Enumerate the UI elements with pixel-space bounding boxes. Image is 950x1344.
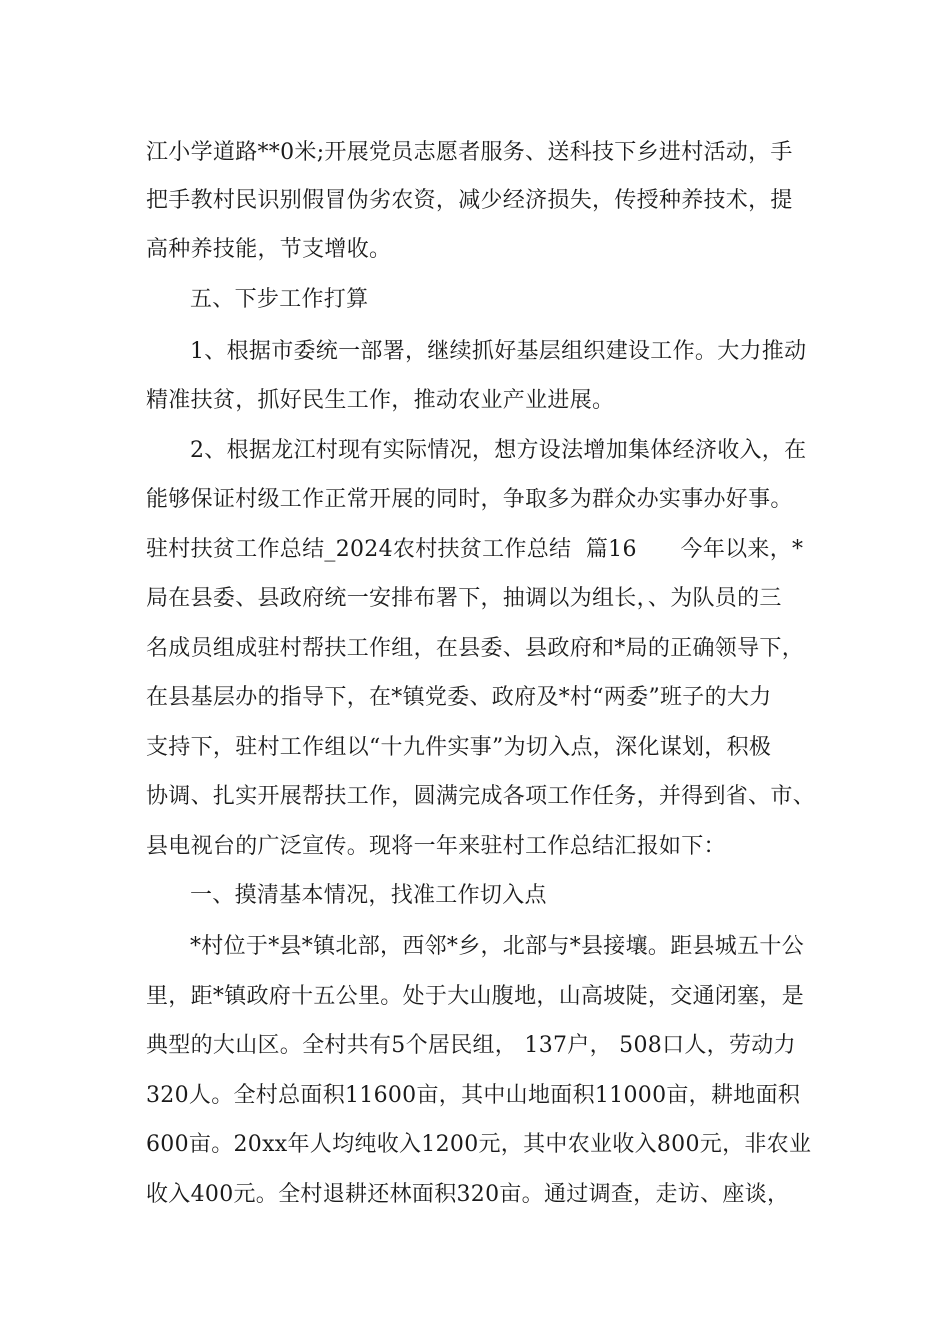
text-line-20: 320人。全村总面积11600亩，其中山地面积11000亩，耕地面积 <box>146 1083 801 1108</box>
text-line-15: 县电视台的广泛宣传。现将一年来驻村工作总结汇报如下： <box>146 834 726 859</box>
text-line-10: 局在县委、县政府统一安排布署下，抽调以为组长，、为队员的三 <box>146 586 782 611</box>
text-line-8: 能够保证村级工作正常开展的同时，争取多为群众办实事办好事。 <box>146 487 793 512</box>
text-line-5: 1、根据市委统一部署，继续抓好基层组织建设工作。大力推动 <box>190 339 807 364</box>
text-line-7: 2、根据龙江村现有实际情况，想方设法增加集体经济收入，在 <box>190 438 807 463</box>
text-line-2: 把手教村民识别假冒伪劣农资，减少经济损失，传授种养技术，提 <box>146 188 793 213</box>
article-title-line: 驻村扶贫工作总结_2024农村扶贫工作总结 篇16 今年以来，* <box>146 537 804 562</box>
text-line-22: 收入400元。全村退耕还林面积320亩。通过调查，走访、座谈， <box>146 1182 790 1207</box>
text-line-21: 600亩。20xx年人均纯收入1200元，其中农业收入800元，非农业 <box>146 1132 812 1157</box>
text-line-14: 协调、扎实开展帮扶工作，圆满完成各项工作任务，并得到省、市、 <box>146 784 816 809</box>
text-line-19: 典型的大山区。全村共有5个居民组， 137户， 508口人，劳动力 <box>146 1033 796 1058</box>
text-line-13: 支持下，驻村工作组以“十九件实事”为切入点，深化谋划，积极 <box>146 735 772 760</box>
text-line-11: 名成员组成驻村帮扶工作组，在县委、县政府和*局的正确领导下， <box>146 636 805 661</box>
text-line-17: *村位于*县*镇北部，西邻*乡，北部与*县接壤。距县城五十公 <box>190 934 805 959</box>
text-line-3: 高种养技能，节支增收。 <box>146 237 392 262</box>
section-heading-basic-situation: 一、摸清基本情况，找准工作切入点 <box>190 883 547 908</box>
text-line-6: 精准扶贫，抓好民生工作，推动农业产业进展。 <box>146 388 615 413</box>
section-heading-next-steps: 五、下步工作打算 <box>190 287 369 312</box>
text-line-1: 江小学道路**0米;开展党员志愿者服务、送科技下乡进村活动，手 <box>146 140 793 165</box>
text-line-12: 在县基层办的指导下，在*镇党委、政府及*村“两委”班子的大力 <box>146 685 772 710</box>
text-line-18: 里，距*镇政府十五公里。处于大山腹地，山高坡陡，交通闭塞，是 <box>146 984 805 1009</box>
